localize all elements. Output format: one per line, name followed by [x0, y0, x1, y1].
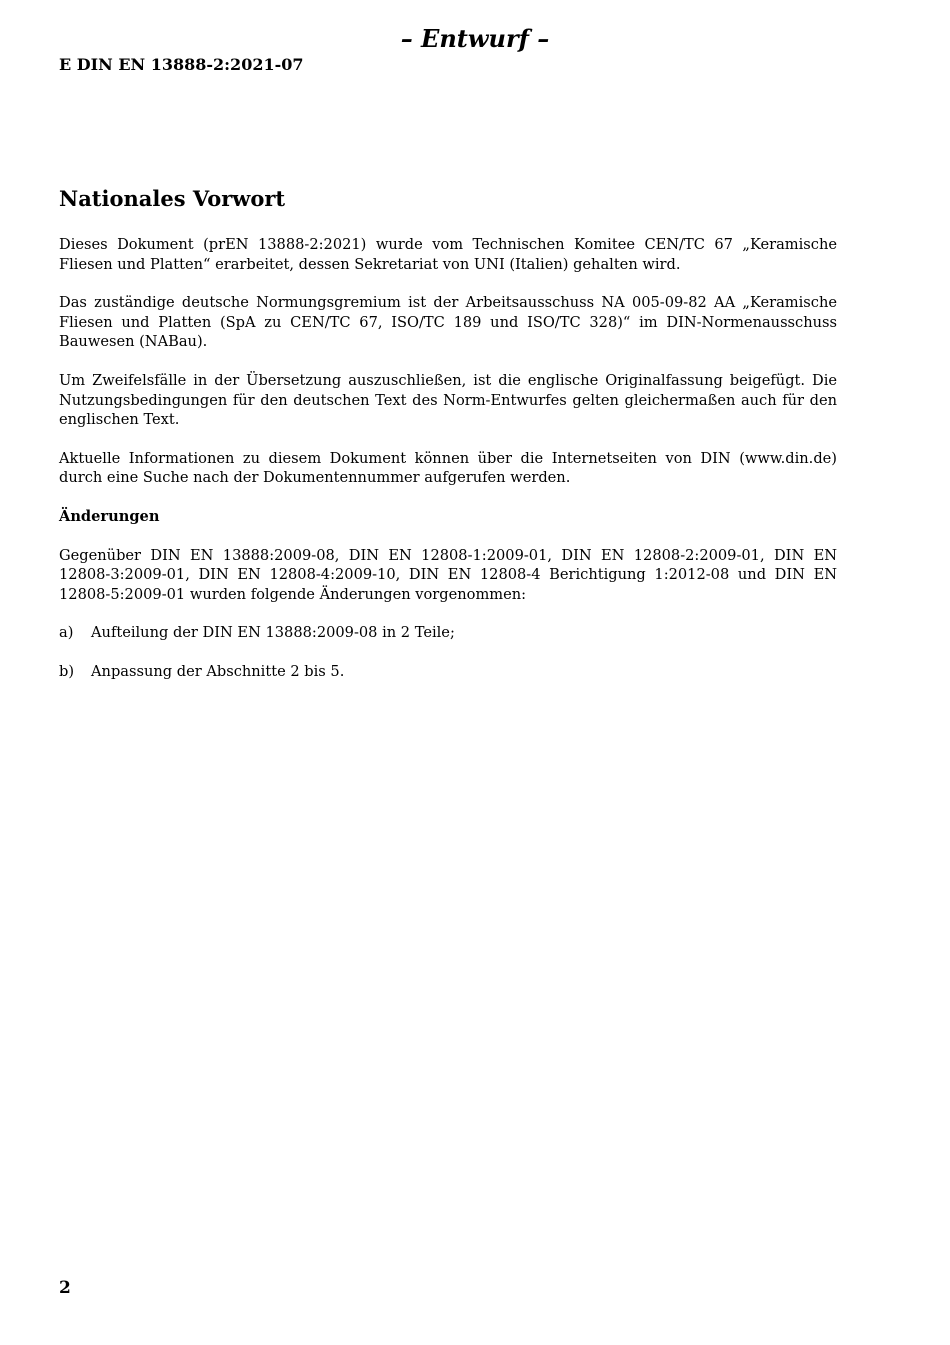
- list-text: Aufteilung der DIN EN 13888:2009-08 in 2 Teile;: [91, 624, 455, 642]
- changes-intro: Gegenüber DIN EN 13888:2009-08, DIN EN 12808-1:2009-01, DIN EN 12808-2:2009-01, DIN EN 12808-3:2009-01, DIN EN 12808-4:2009-10, DIN EN 12808-4 Berichtigung 1:2012-08 und DIN EN 12808-5:2009-01 wurden folgende Änderungen vorgenommen:: [59, 546, 837, 603]
- changes-heading: Änderungen: [59, 507, 160, 525]
- main-content: [59, 186, 837, 701]
- page-title: Nationales Vorwort: [59, 186, 286, 211]
- page-number: 2: [59, 1278, 71, 1298]
- list-item: [59, 623, 837, 643]
- paragraph-standards-body: Das zuständige deutsche Normungsgremium ist der Arbeitsausschuss NA 005-09-82 AA „Keramische Fliesen und Platten (SpA zu CEN/TC 67, ISO/TC 189 und ISO/TC 328)“ im DIN-Normenausschuss Bauwesen (NABau).: [59, 294, 837, 351]
- document-id: E DIN EN 13888-2:2021-07: [59, 55, 304, 74]
- paragraph-information: Aktuelle Informationen zu diesem Dokument können über die Internetseiten von DIN (www.din.de) durch eine Suche nach der Dokumentennummer aufgerufen werden.: [59, 449, 837, 487]
- list-item: [59, 662, 837, 682]
- paragraph-committee: Dieses Dokument (prEN 13888-2:2021) wurde vom Technischen Komitee CEN/TC 67 „Keramische Fliesen und Platten“ erarbeitet, dessen Sekretariat von UNI (Italien) gehalten wird.: [59, 236, 837, 273]
- draft-mark: – Entwurf –: [400, 24, 550, 53]
- paragraph-translation: Um Zweifelsfälle in der Übersetzung auszuschließen, ist die englische Originalfassung beigefügt. Die Nutzungsbedingungen für den deutschen Text des Norm-Entwurfes gelten gleichermaßen auch für den englischen Text.: [59, 371, 837, 429]
- list-text: Anpassung der Abschnitte 2 bis 5.: [91, 662, 345, 680]
- list-marker: a): [59, 624, 74, 642]
- list-marker: b): [59, 662, 75, 680]
